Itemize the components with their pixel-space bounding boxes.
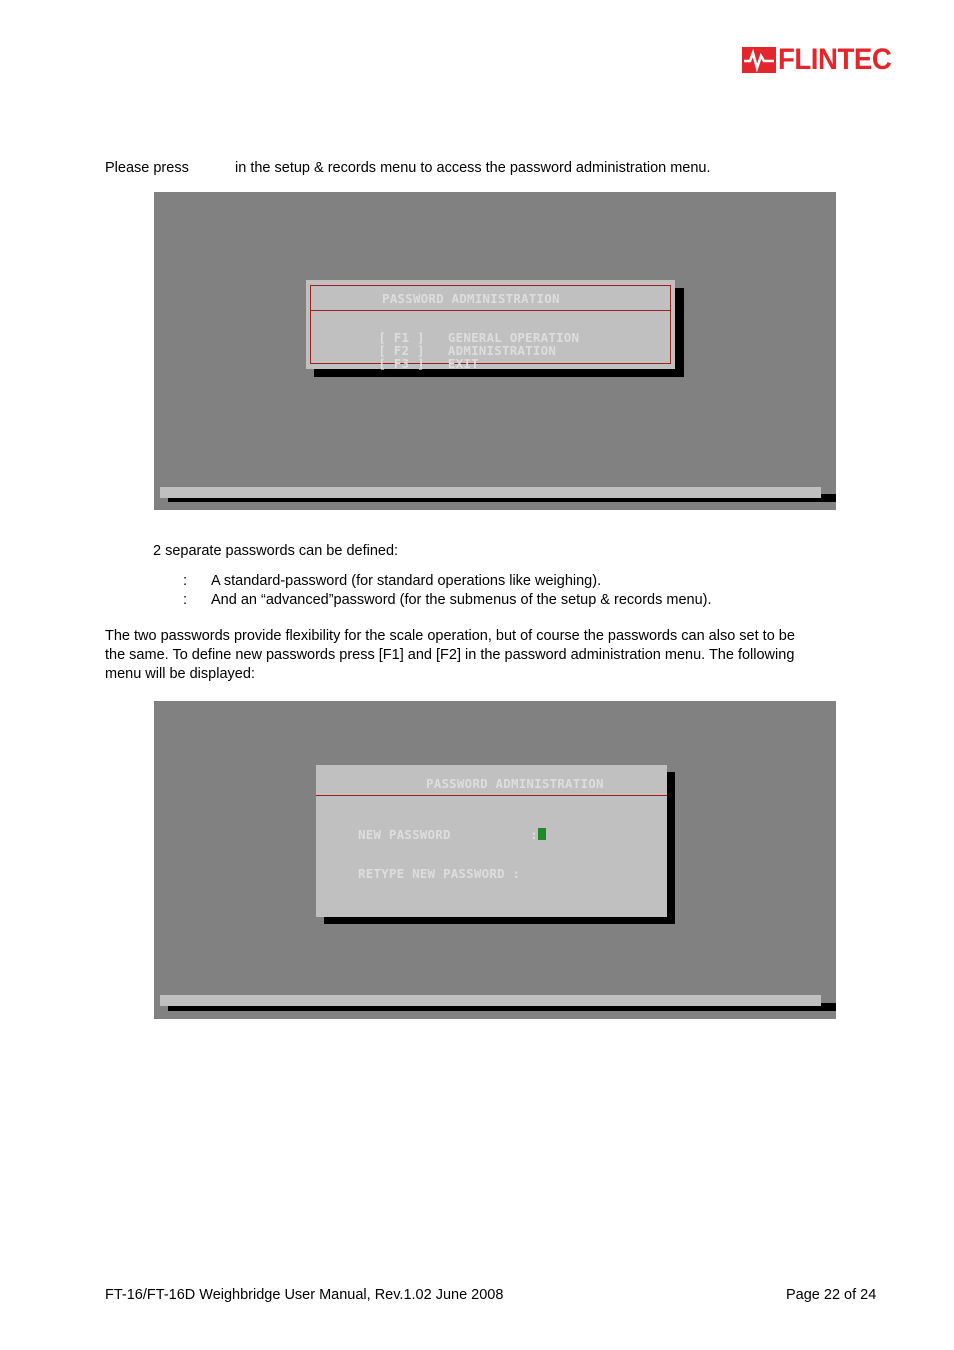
intro-suffix: in the setup & records menu to access the password administration menu. xyxy=(235,160,711,176)
menu-key: [ F3 ] xyxy=(378,356,425,371)
menu-key: [ F1 ] xyxy=(378,330,425,345)
retype-password-label: RETYPE NEW PASSWORD : xyxy=(358,866,521,881)
menu-label: EXIT xyxy=(447,356,479,371)
menu-label: ADMINISTRATION xyxy=(447,343,557,358)
bullet-marker: : xyxy=(183,592,188,608)
bullet-text: And an “advanced”password (for the submenus of the setup & records menu). xyxy=(211,592,712,608)
password-admin-dialog xyxy=(306,280,675,369)
menu-key: [ F2 ] xyxy=(378,343,425,358)
footer-page-number: Page 22 of 24 xyxy=(786,1287,877,1303)
logo-text: FLINTEC xyxy=(778,43,892,76)
bullet-text: A standard-password (for standard operations like weighing). xyxy=(211,573,602,589)
dialog-title: PASSWORD ADMINISTRATION xyxy=(382,291,560,306)
new-password-dialog xyxy=(316,765,667,917)
flintec-logo xyxy=(742,40,901,80)
status-bar xyxy=(160,487,821,498)
wave-logo-icon xyxy=(742,47,776,73)
footer-doc-info: FT-16/FT-16D Weighbridge User Manual, Rev.1.02 June 2008 xyxy=(105,1287,504,1303)
paragraph-line: The two passwords provide flexibility for the scale operation, but of course the passwords can also set to be xyxy=(105,628,795,644)
passwords-intro: 2 separate passwords can be defined: xyxy=(153,543,399,559)
title-divider xyxy=(316,795,667,796)
menu-label: GENERAL OPERATION xyxy=(447,330,580,345)
new-password-label: NEW PASSWORD xyxy=(358,827,451,842)
menu-screenshot-1 xyxy=(154,192,836,510)
paragraph-line: the same. To define new passwords press [F1] and [F2] in the password administration menu. The following xyxy=(105,647,795,663)
menu-screenshot-2 xyxy=(154,701,836,1019)
new-password-colon: : xyxy=(530,827,538,842)
status-bar xyxy=(160,995,821,1006)
title-divider xyxy=(311,310,670,311)
paragraph-line: menu will be displayed: xyxy=(105,666,255,682)
menu-item-f3[interactable] xyxy=(332,344,479,383)
bullet-marker: : xyxy=(183,573,188,589)
intro-prefix: Please press xyxy=(105,160,189,176)
dialog-title: PASSWORD ADMINISTRATION xyxy=(426,776,604,791)
new-password-input-cursor[interactable] xyxy=(538,828,546,840)
